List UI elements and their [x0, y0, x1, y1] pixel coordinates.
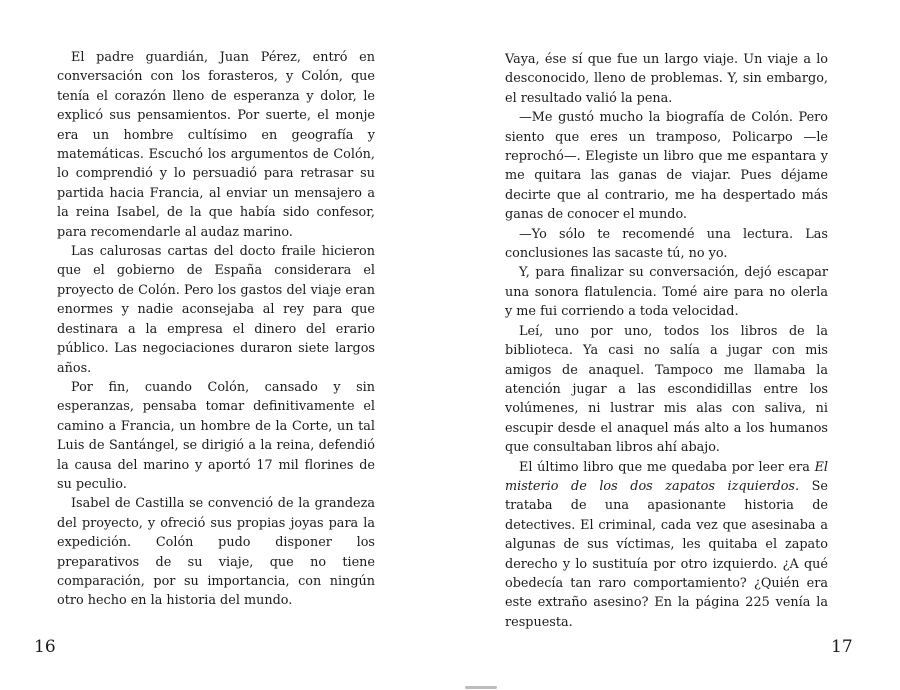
page-number: 16: [34, 637, 56, 657]
continuation-paragraph: Vaya, ése sí que fue un largo viaje. Un viaje a lo desconocido, lleno de problemas. Y, sin embargo, el resultado valió la pena.: [505, 52, 828, 106]
text-before-title: El último libro que me quedaba por leer era: [519, 459, 815, 475]
spine-shadow: [465, 686, 497, 689]
paragraph: Leí, uno por uno, todos los libros de la biblioteca. Ya casi no salía a jugar con mis amigos de anaquel. Tampoco me llamaba la atención jugar a las escondidillas entre los volúmenes, ni lustrar mis alas con saliva, ni escupir desde el anaquel más alto a los humanos que consultaban libros ahí abajo.: [505, 323, 828, 456]
paragraph: —Yo sólo te recomendé una lectura. Las conclusiones las sacaste tú, no yo.: [505, 226, 828, 262]
paragraph: El padre guardián, Juan Pérez, entró en conversación con los forasteros, y Colón, que tenía el corazón lleno de esperanza y dolor, le explicó sus pensamientos. Por suerte, el monje era un hombre cultísimo en geografía y matemáticas. Escuchó los argumentos de Colón, lo comprendió y lo persuadió para retrasar su partida hacia Francia, al enviar un mensajero a la reina Isabel, de la que había sido confesor, para recomendarle al audaz marino.: [57, 50, 375, 240]
page-number: 17: [831, 637, 853, 657]
book-title: El misterio de los dos zapatos izquierdos: [505, 459, 828, 494]
paragraph: Por fin, cuando Colón, cansado y sin esperanzas, pensaba tomar definitivamente el camino a Francia, un hombre de la Corte, un tal Luis de Santángel, se dirigió a la reina, defendió la causa del marino y aportó 17 mil florines de su peculio.: [57, 379, 375, 492]
right-page: [450, 0, 900, 690]
right-page-text: [505, 50, 828, 632]
text-after-title: . Se trataba de una apasionante historia de detectives. El criminal, cada vez que asesinaba a algunas de sus víctimas, les quitaba el zapato derecho y lo sustituía por otro izquierdo. ¿A qué obedecía tan raro comportamiento? ¿Quién era este extraño asesino? En la página 225 venía la respuesta.: [505, 478, 828, 630]
paragraph-with-book-title: [505, 458, 828, 633]
paragraph: Y, para finalizar su conversación, dejó escapar una sonora flatulencia. Tomé aire para no olerla y me fui corriendo a toda velocidad.: [505, 265, 828, 320]
paragraph: Isabel de Castilla se convenció de la grandeza del proyecto, y ofreció sus propias joyas para la expedición. Colón pudo disponer los preparativos de su viaje, que no tiene comparación, por su importancia, con ningún otro hecho en la historia del mundo.: [57, 496, 375, 609]
paragraph: Las calurosas cartas del docto fraile hicieron que el gobierno de España considerara el proyecto de Colón. Pero los gastos del viaje eran enormes y nadie aconsejaba al rey para que destinara a la empresa el dinero del erario público. Las negociaciones duraron siete largos años.: [57, 244, 375, 376]
left-page-text: [57, 48, 375, 611]
paragraph: —Me gustó mucho la biografía de Colón. Pero siento que eres un tramposo, Policarpo —le reprochó—. Elegiste un libro que me espantara y me quitara las ganas de viajar. Pues déjame decirte que al contrario, me ha despertado más ganas de conocer el mundo.: [505, 110, 828, 223]
